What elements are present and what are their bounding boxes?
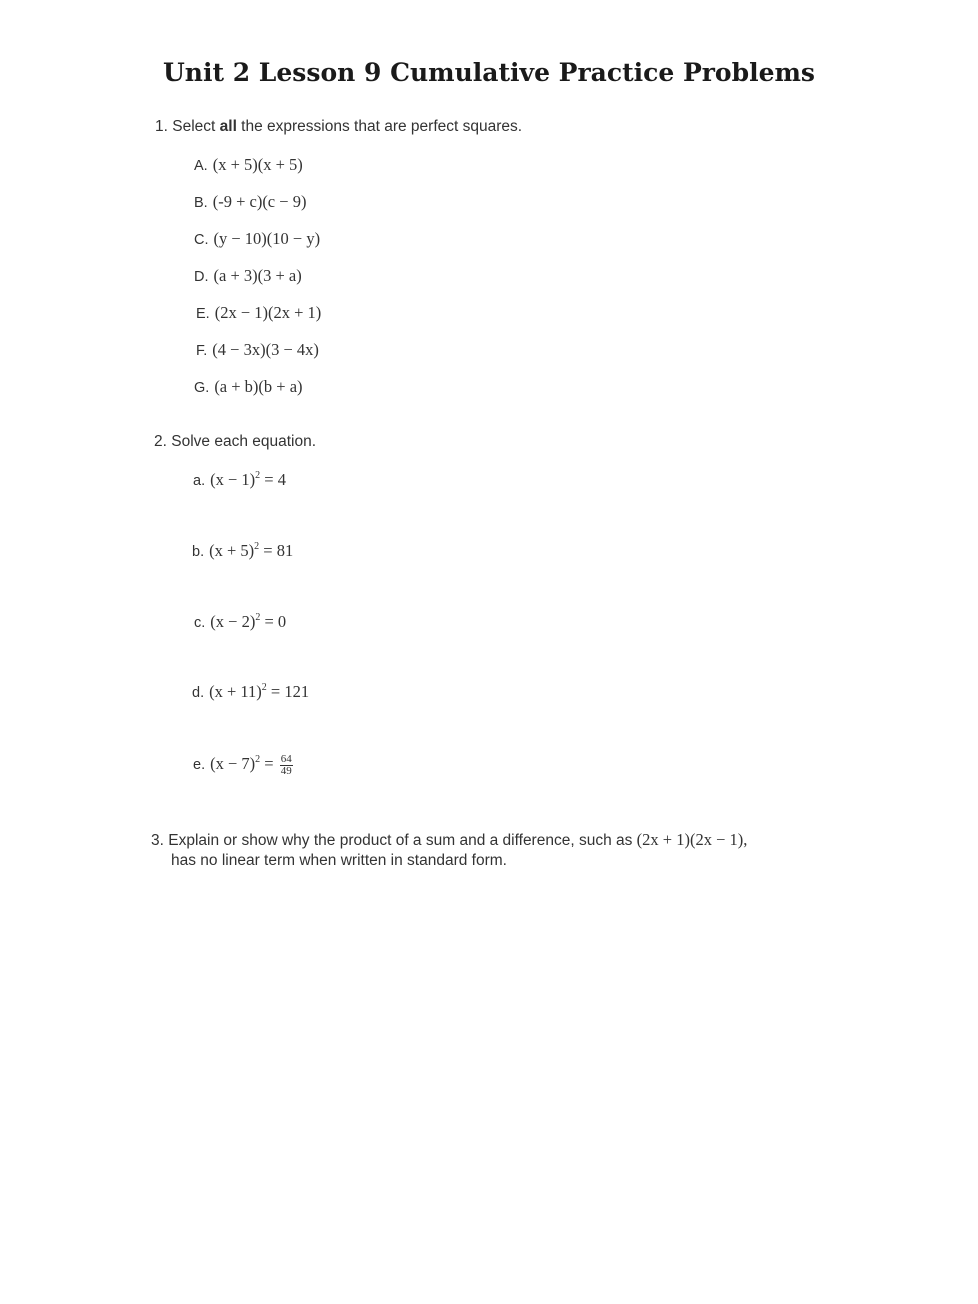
equation-rhs: = 81 <box>259 541 294 560</box>
q1-option-e <box>196 303 321 323</box>
part-label: c. <box>194 615 206 631</box>
question-3-text: Explain or show why the product of a sum and a difference, such as <box>168 832 637 849</box>
equation-exponent: 2 <box>254 541 260 552</box>
q1-option-c <box>194 229 320 249</box>
fraction-numerator: 64 <box>280 753 292 765</box>
option-expression: (x + 5)(x + 5) <box>212 155 303 174</box>
option-expression: (4 − 3x)(3 − 4x) <box>212 340 319 359</box>
page-title: Unit 2 Lesson 9 Cumulative Practice Problems <box>162 58 815 87</box>
option-label: F. <box>196 343 208 359</box>
question-1 <box>155 118 522 136</box>
q2-part-b <box>192 541 293 561</box>
question-1-prompt-bold: all <box>219 118 237 135</box>
equation <box>210 470 286 489</box>
equation-base: (x − 1) <box>210 470 256 489</box>
equation <box>210 753 293 777</box>
option-expression: (y − 10)(10 − y) <box>213 229 321 248</box>
equation-rhs: = 0 <box>260 612 287 631</box>
part-label: a. <box>193 473 206 489</box>
option-label: A. <box>194 158 208 174</box>
q1-option-d <box>194 266 302 286</box>
equation <box>209 541 293 560</box>
equation-rhs: = <box>260 754 278 774</box>
option-label: E. <box>196 306 210 322</box>
question-1-number: 1. <box>155 118 168 135</box>
question-3-line-1 <box>151 830 851 850</box>
equation-base: (x − 2) <box>210 612 256 631</box>
question-2 <box>154 433 316 451</box>
fraction <box>280 754 293 777</box>
q1-option-g <box>194 377 303 397</box>
equation-exponent: 2 <box>255 612 261 623</box>
equation-base: (x + 5) <box>209 541 255 560</box>
equation-rhs: = 4 <box>260 470 286 489</box>
q2-part-c <box>194 612 286 632</box>
part-label: d. <box>192 685 205 701</box>
q1-option-f <box>196 340 319 360</box>
part-label: e. <box>193 757 206 774</box>
equation-exponent: 2 <box>255 470 261 481</box>
equation-base: (x − 7) <box>210 754 256 774</box>
question-3-expression: (2x + 1)(2x − 1), <box>636 830 748 849</box>
q2-part-e <box>193 754 293 777</box>
fraction-denominator: 49 <box>280 765 292 777</box>
question-1-prompt-before: Select <box>172 118 220 135</box>
q2-part-d <box>192 682 309 702</box>
equation <box>209 682 309 701</box>
equation-exponent: 2 <box>255 754 261 766</box>
option-expression: (-9 + c)(c − 9) <box>212 192 307 211</box>
equation-rhs: = 121 <box>266 682 310 701</box>
option-expression: (a + b)(b + a) <box>214 377 303 396</box>
question-1-prompt-after: the expressions that are perfect squares. <box>236 118 523 135</box>
option-label: D. <box>194 269 209 285</box>
part-label: b. <box>192 544 205 560</box>
option-expression: (2x − 1)(2x + 1) <box>214 303 322 322</box>
option-label: C. <box>194 232 209 248</box>
option-label: G. <box>194 380 210 396</box>
question-3 <box>151 830 851 870</box>
option-label: B. <box>194 195 208 211</box>
question-2-prompt: Solve each equation. <box>171 433 317 450</box>
equation-base: (x + 11) <box>209 682 262 701</box>
q1-option-b <box>194 192 306 212</box>
option-expression: (a + 3)(3 + a) <box>213 266 302 285</box>
equation <box>210 612 286 631</box>
q1-option-a <box>194 155 303 175</box>
equation-exponent: 2 <box>261 682 267 693</box>
question-3-number: 3. <box>151 832 164 849</box>
question-2-number: 2. <box>154 433 167 450</box>
q2-part-a <box>193 470 286 490</box>
question-3-line-2: has no linear term when written in standard form. <box>171 852 507 869</box>
